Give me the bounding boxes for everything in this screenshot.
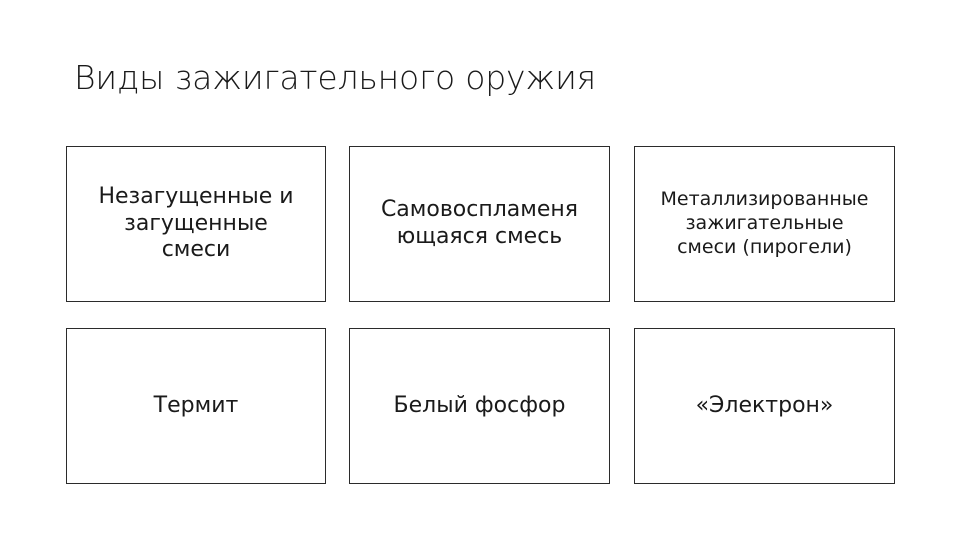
box-white-phosphorus xyxy=(349,328,610,484)
box-label: Самовоспламеня ющаяся смесь xyxy=(380,197,579,249)
box-label: Металлизированные зажигательные смеси (пирогели) xyxy=(660,188,869,258)
box-non-thickened-thickened-mixtures xyxy=(66,146,326,302)
box-self-igniting-mixture xyxy=(349,146,610,302)
box-thermite xyxy=(66,328,326,484)
box-label: Термит xyxy=(153,392,239,418)
box-label: «Электрон» xyxy=(695,392,834,418)
slide-title: Виды зажигательного оружия xyxy=(74,58,596,97)
box-electron xyxy=(634,328,895,484)
box-metallized-mixtures xyxy=(634,146,895,302)
box-label: Незагущенные и загущенные смеси xyxy=(98,183,294,263)
box-label: Белый фосфор xyxy=(393,392,566,418)
